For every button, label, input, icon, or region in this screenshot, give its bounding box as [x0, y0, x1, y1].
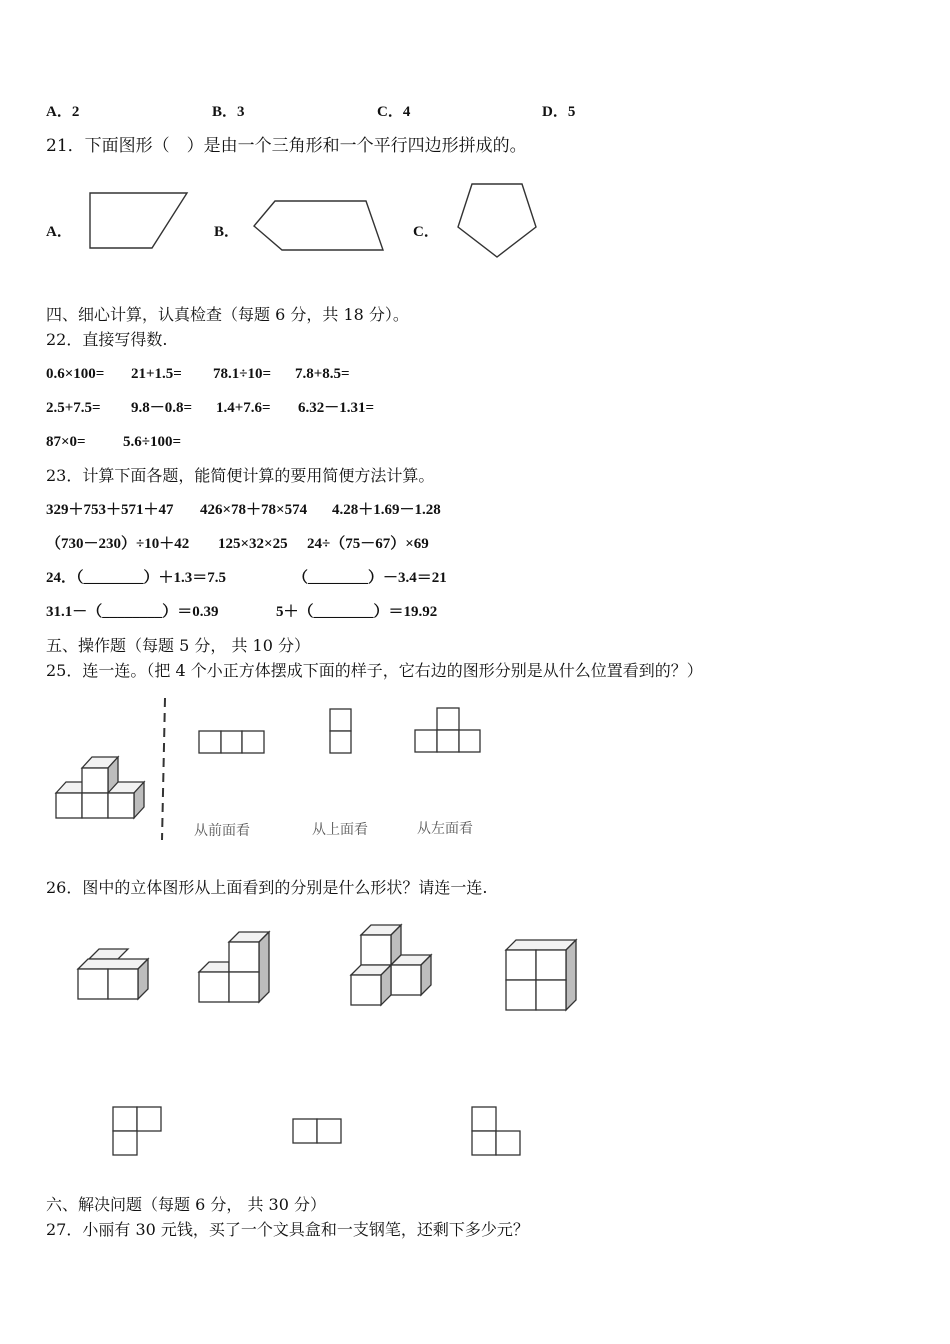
q21-option-a-label: A． [46, 224, 72, 240]
q26-solid-1 [78, 949, 148, 999]
q22-item: 2.5+7.5= [46, 400, 101, 416]
q26-solid-3 [351, 925, 431, 1005]
q21-stem: 21．下面图形（ ）是由一个三角形和一个平行四边形拼成的。 [46, 136, 527, 156]
q26-solid-2 [199, 932, 269, 1002]
q22-item: 78.1÷10= [213, 366, 272, 382]
q24-item: （________）－3.4＝21 [293, 570, 447, 586]
q27-stem: 27．小丽有 30 元钱，买了一个文具盒和一支钢笔，还剩下多少元？ [46, 1220, 529, 1239]
q26-view-l-top [113, 1107, 161, 1155]
q23-item: 426×78＋78×574 [200, 502, 308, 518]
section5-title: 五、操作题（每题 5 分， 共 10 分） [46, 636, 310, 655]
q22-item: 5.6÷100= [123, 434, 182, 450]
q24-item: 5＋（________）＝19.92 [276, 604, 438, 620]
q22-item: 9.8－0.8= [131, 400, 193, 416]
q22-item: 1.4+7.6= [216, 400, 271, 416]
q22-item: 21+1.5= [131, 366, 182, 382]
q25-label-top: 从上面看 [312, 822, 368, 838]
q23-item: 329＋753＋571＋47 [46, 502, 174, 518]
q23-item: 24÷（75－67）×69 [307, 536, 429, 552]
q23-stem: 23．计算下面各题，能简便计算的要用简便方法计算。 [46, 466, 435, 485]
q25-label-front: 从前面看 [194, 823, 250, 839]
section6-title: 六、解决问题（每题 6 分， 共 30 分） [46, 1195, 326, 1214]
q20-option-d: D．5 [542, 104, 576, 120]
q26-view-row2 [293, 1119, 341, 1143]
q22-item: 6.32－1.31= [298, 400, 375, 416]
q20-option-c: C．4 [377, 104, 411, 120]
q23-item: 125×32×25 [218, 536, 288, 552]
q21-option-b-label: B． [214, 224, 240, 240]
q23-item: 4.28＋1.69－1.28 [332, 502, 441, 518]
q21-option-c-label: C． [413, 224, 439, 240]
section4-title: 四、细心计算，认真检查（每题 6 分，共 18 分）。 [46, 305, 409, 324]
q24-item: 31.1－（________）＝0.39 [46, 604, 219, 620]
q26-solid-4 [506, 940, 576, 1010]
q22-item: 7.8+8.5= [295, 366, 350, 382]
q20-option-b: B．3 [212, 104, 245, 120]
q26-view-l-bottom [472, 1107, 520, 1155]
q25-stem: 25．连一连。（把 4 个小正方体摆成下面的样子，它右边的图形分别是从什么位置看到的？） [46, 661, 703, 680]
q20-option-a: A．2 [46, 104, 80, 120]
q22-item: 87×0= [46, 434, 86, 450]
q22-item: 0.6×100= [46, 366, 105, 382]
q23-item: （730－230）÷10＋42 [46, 536, 190, 552]
q25-label-left: 从左面看 [417, 821, 473, 837]
q26-stem: 26．图中的立体图形从上面看到的分别是什么形状？请连一连. [46, 878, 488, 897]
q24-item: 24．（________）＋1.3＝7.5 [46, 570, 227, 586]
q22-stem: 22．直接写得数. [46, 330, 168, 349]
